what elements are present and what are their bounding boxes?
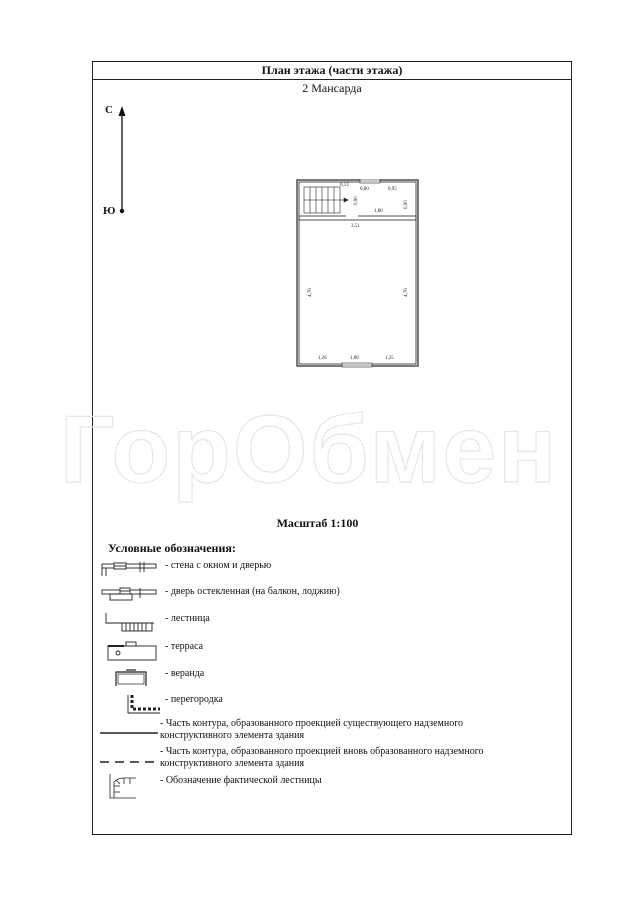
legend-label-actual-stairs: - Обозначение фактической лестницы bbox=[160, 775, 322, 786]
dim-stair-v2: 0,90 bbox=[404, 200, 409, 209]
legend-icon-stairs bbox=[104, 611, 160, 633]
dim-top-a: 0,80 bbox=[360, 187, 369, 192]
dim-room-width: 3,51 bbox=[351, 224, 360, 229]
compass-south-label: Ю bbox=[103, 205, 116, 217]
dim-top-small: 0,13 bbox=[340, 183, 349, 188]
legend-icon-glazed-door bbox=[100, 586, 160, 604]
dim-top-b: 0,95 bbox=[388, 187, 397, 192]
legend-icon-wall-window-door bbox=[100, 560, 160, 578]
dim-room-height-left: 4,76 bbox=[308, 288, 313, 297]
legend-label-glazed-door: - дверь остекленная (на балкон, лоджию) bbox=[165, 586, 340, 597]
legend-label-existing-contour: - Часть контура, образованного проекцией существующего надземного конструктивного элемента здания bbox=[160, 718, 464, 741]
legend-label-wall-window-door: - стена с окном и дверью bbox=[165, 560, 272, 571]
legend-icon-terrace bbox=[104, 640, 160, 664]
legend-label-veranda: - веранда bbox=[165, 668, 205, 679]
dim-bottom-right: 1,25 bbox=[385, 356, 394, 361]
watermark-logo: ГорОбмен bbox=[60, 396, 559, 503]
dim-bottom-left: 1,26 bbox=[318, 356, 327, 361]
window-bottom bbox=[342, 363, 372, 367]
legend-label-terrace: - терраса bbox=[165, 641, 204, 652]
legend-icon-actual-stairs bbox=[108, 772, 138, 800]
dim-corridor: 1,80 bbox=[374, 209, 383, 214]
dim-bottom-window: 1,00 bbox=[350, 356, 359, 361]
legend-icon-existing-contour bbox=[98, 728, 160, 738]
legend-title: Условные обозначения: bbox=[108, 541, 236, 555]
legend-icon-veranda bbox=[112, 668, 152, 690]
floor-plan bbox=[296, 179, 421, 369]
legend-icon-new-contour bbox=[98, 757, 160, 767]
legend-label-new-contour: - Часть контура, образованного проекцией вновь образованного надземного конструктивного элемента здания bbox=[160, 746, 484, 769]
legend-label-stairs: - лестница bbox=[165, 613, 210, 624]
compass-north-label: С bbox=[105, 104, 113, 116]
legend-label-partition: - перегородка bbox=[165, 694, 223, 705]
page-title: План этажа (части этажа) bbox=[93, 62, 571, 80]
legend-icon-partition bbox=[124, 693, 164, 717]
compass-arrow-icon bbox=[116, 106, 128, 216]
dim-room-height-right: 4,76 bbox=[404, 288, 409, 297]
window-top bbox=[360, 179, 380, 183]
inner-wall bbox=[299, 182, 416, 364]
staircase bbox=[304, 187, 348, 213]
outer-wall bbox=[297, 180, 418, 366]
dim-stair-v1: 0,90 bbox=[354, 196, 359, 205]
floor-subtitle: 2 Мансарда bbox=[302, 81, 362, 95]
scale-label: Масштаб 1:100 bbox=[276, 516, 359, 530]
